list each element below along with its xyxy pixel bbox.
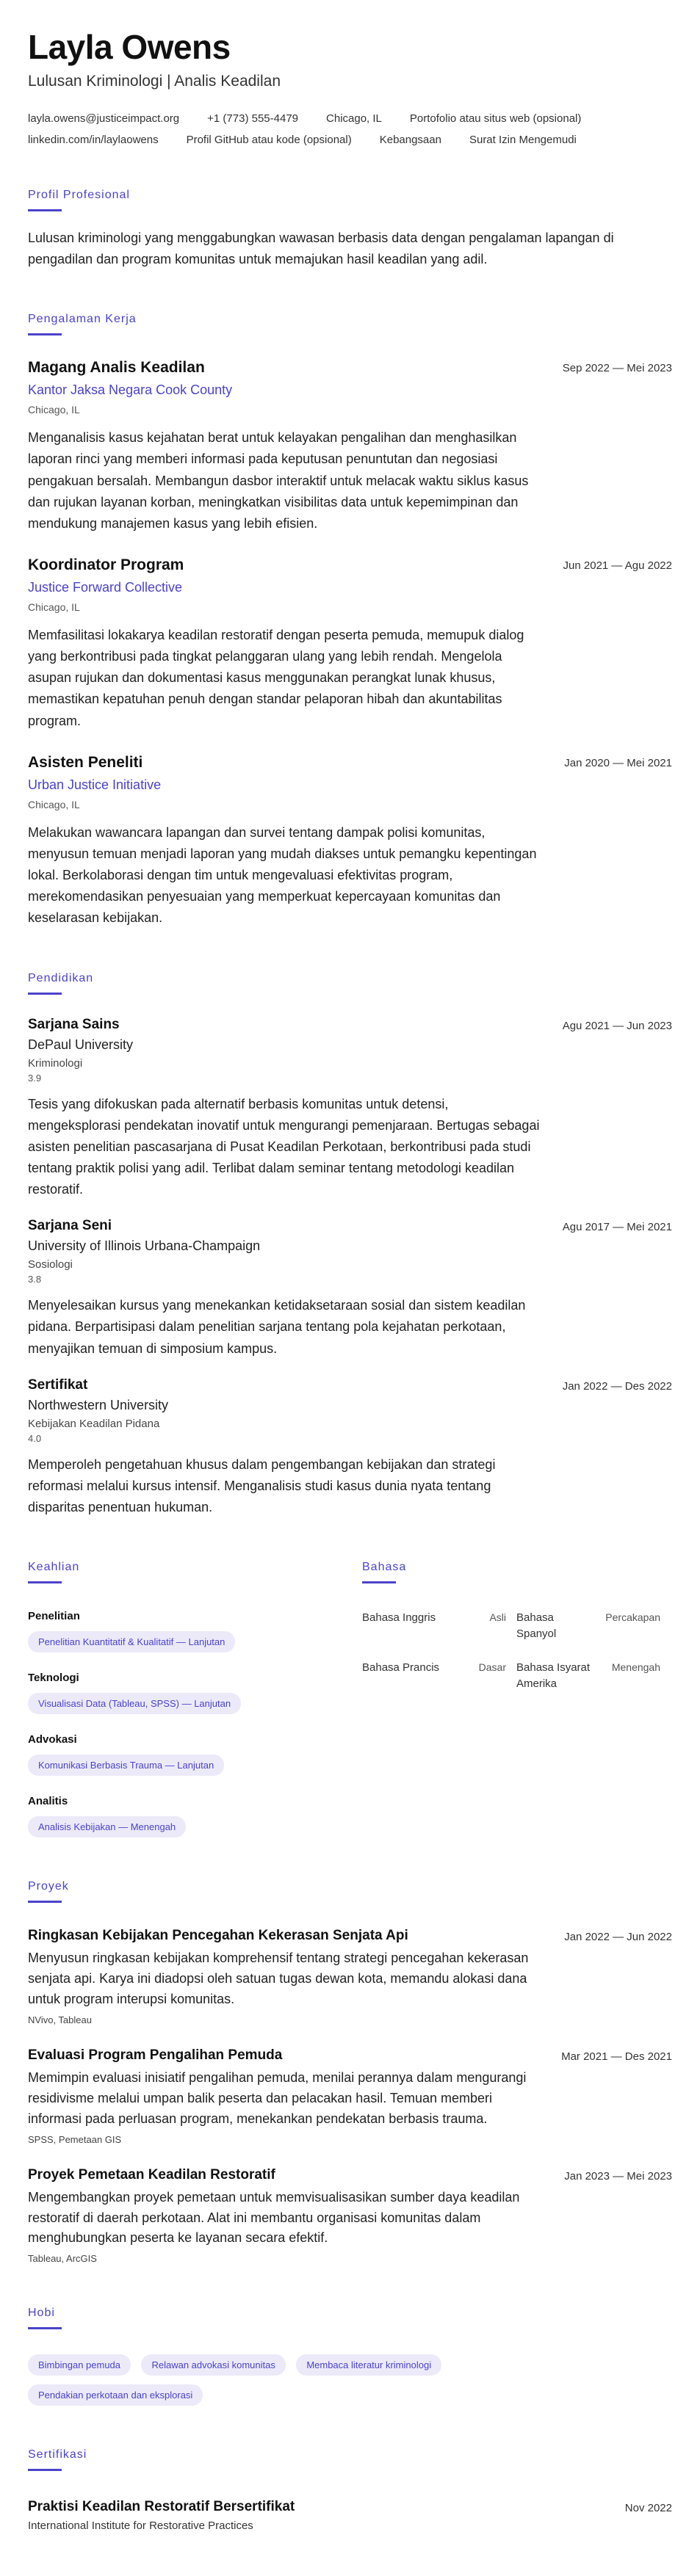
language-item bbox=[516, 1660, 671, 1692]
certification-org: International Institute for Restorative Practices bbox=[28, 2519, 253, 2533]
section-divider bbox=[28, 209, 62, 211]
hobby-list bbox=[28, 2345, 557, 2406]
contact-portfolio[interactable]: Portofolio atau situs web (opsional) bbox=[409, 112, 582, 125]
language-name: Bahasa Spanyol bbox=[516, 1611, 557, 1641]
language-level: Dasar bbox=[478, 1661, 506, 1673]
experience-dates: Jun 2021 — Agu 2022 bbox=[563, 559, 672, 572]
hobby-pill: Relawan advokasi komunitas bbox=[141, 2354, 285, 2376]
section-title-hobbies: Hobi bbox=[28, 2307, 55, 2320]
experience-role: Asisten Peneliti bbox=[28, 753, 143, 771]
section-title-experience: Pengalaman Kerja bbox=[28, 313, 137, 326]
skill-pill: Visualisasi Data (Tableau, SPSS) — Lanjutan bbox=[28, 1693, 241, 1714]
project-tech: NVivo, Tableau bbox=[28, 2014, 92, 2025]
experience-role: Magang Analis Keadilan bbox=[28, 359, 205, 377]
projects-section bbox=[28, 1880, 672, 2264]
education-description: Memperoleh pengetahuan khusus dalam pengembangan kebijakan dan strategi reformasi melalui kursus intensif. Menganalisis studi kasus dunia nyata tentang disparitas penentuan hukuman. bbox=[28, 1456, 496, 1515]
skill-pill: Penelitian Kuantitatif & Kualitatif — Lanjutan bbox=[28, 1631, 235, 1652]
experience-org: Justice Forward Collective bbox=[28, 579, 183, 595]
contact-row-2 bbox=[28, 134, 672, 146]
experience-description: Memfasilitasi lokakarya keadilan restoratif dengan peserta pemuda, memupuk dialog yang berkontribusi pada tingkat pelanggaran ulang yang lebih rendah. Mengelola asupan rujukan dan dokumentasi kasus menggunakan perangkat lunak khusus, memastikan kepatuhan penuh dengan standar pelaporan hibah dan akuntabilitas program. bbox=[28, 627, 524, 728]
contact-location: Chicago, IL bbox=[326, 112, 382, 125]
language-level: Menengah bbox=[611, 1661, 660, 1673]
experience-description: Menganalisis kasus kejahatan berat untuk kelayakan pengalihan dan menghasilkan laporan rinci yang memberi informasi pada keputusan penuntutan dan negosiasi pengakuan bersalah. Membangun dasbor interaktif untuk melacak waktu siklus kasus dan rujukan layanan korban, meningkatkan visibilitas data untuk kepemimpinan dan mendukung manajemen kasus yang lebih efisien. bbox=[28, 430, 529, 531]
contact-linkedin[interactable]: linkedin.com/in/laylaowens bbox=[28, 133, 159, 146]
project-dates: Mar 2021 — Des 2021 bbox=[561, 2050, 672, 2063]
project-tech: Tableau, ArcGIS bbox=[28, 2253, 97, 2265]
experience-dates: Sep 2022 — Mei 2023 bbox=[562, 362, 672, 375]
education-gpa: 3.8 bbox=[28, 1274, 42, 1285]
profile-section bbox=[28, 189, 672, 270]
section-title-profile: Profil Profesional bbox=[28, 188, 130, 201]
experience-location: Chicago, IL bbox=[28, 798, 80, 810]
language-level: Percakapan bbox=[605, 1611, 660, 1624]
project-description: Memimpin evaluasi inisiatif pengalihan pemuda, menilai perannya dalam mengurangi residivisme melalui umpan balik peserta dan pelacakan hasil. Temuan memberi informasi pada perluasan program, menekankan pendekatan berbasis trauma. bbox=[28, 2069, 527, 2126]
language-item bbox=[362, 1610, 516, 1642]
skill-category: Teknologi bbox=[28, 1672, 79, 1685]
person-name: Layla Owens bbox=[28, 28, 231, 66]
contact-phone[interactable]: +1 (773) 555-4479 bbox=[207, 112, 299, 125]
language-name: Bahasa Isyarat Amerika bbox=[516, 1661, 591, 1690]
profile-summary: Lulusan kriminologi yang menggabungkan wawasan berbasis data dengan pengalaman lapangan di pengadilan dan program komunitas untuk memajukan hasil keadilan yang adil. bbox=[28, 230, 614, 267]
education-field: Kriminologi bbox=[28, 1056, 83, 1070]
section-divider bbox=[28, 333, 62, 335]
certification-name: Praktisi Keadilan Restoratif Bersertifikat bbox=[28, 2499, 295, 2515]
certifications-section bbox=[28, 2448, 672, 2532]
section-divider bbox=[28, 2327, 62, 2329]
experience-description: Melakukan wawancara lapangan dan survei tentang dampak polisi komunitas, menyusun temuan menjadi laporan yang mudah diakses untuk pemangku kepentingan lokal. Berkolaborasi dengan tim untuk mengevaluasi efektivitas program, merekomendasikan penyesuaian yang memperkuat kepercayaan komunitas dan keselarasan kebijakan. bbox=[28, 824, 537, 926]
education-dates: Agu 2021 — Jun 2023 bbox=[562, 1019, 672, 1032]
section-divider bbox=[28, 1581, 62, 1583]
project-tech: SPSS, Pemetaan GIS bbox=[28, 2133, 122, 2145]
project-entry bbox=[28, 2167, 672, 2265]
education-entry bbox=[28, 1377, 672, 1518]
experience-entry bbox=[28, 754, 672, 929]
experience-role: Koordinator Program bbox=[28, 556, 184, 573]
project-name: Proyek Pemetaan Keadilan Restoratif bbox=[28, 2166, 275, 2183]
section-divider bbox=[362, 1581, 396, 1583]
experience-location: Chicago, IL bbox=[28, 601, 80, 613]
education-school: University of Illinois Urbana-Champaign bbox=[28, 1238, 261, 1254]
certification-date: Nov 2022 bbox=[624, 2502, 672, 2515]
skills-languages-row bbox=[28, 1518, 672, 1837]
section-divider bbox=[28, 1901, 62, 1903]
education-description: Menyelesaikan kursus yang menekankan ketidaksetaraan sosial dan sistem keadilan pidana. Berpartisipasi dalam penelitian sarjana tentang pola kejahatan perkotaan, menyajikan temuan di simposium kampus. bbox=[28, 1298, 526, 1356]
section-divider bbox=[28, 993, 62, 995]
project-description: Menyusun ringkasan kebijakan komprehensif tentang strategi pencegahan kekerasan senjata api. Karya ini diadopsi oleh satuan tugas dewan kota, memandu alokasi dana untuk program interupsi komunitas. bbox=[28, 1951, 529, 2007]
contact-row-1 bbox=[28, 112, 672, 125]
experience-entry bbox=[28, 556, 672, 732]
section-title-skills: Keahlian bbox=[28, 1561, 80, 1574]
experience-section bbox=[28, 313, 672, 929]
project-dates: Jan 2022 — Jun 2022 bbox=[564, 1931, 672, 1944]
education-school: DePaul University bbox=[28, 1037, 134, 1052]
skill-pill: Komunikasi Berbasis Trauma — Lanjutan bbox=[28, 1755, 224, 1776]
project-entry bbox=[28, 2047, 672, 2145]
language-level: Asli bbox=[489, 1611, 506, 1624]
project-entry bbox=[28, 1928, 672, 2025]
education-field: Sosiologi bbox=[28, 1258, 73, 1271]
section-title-projects: Proyek bbox=[28, 1880, 69, 1893]
contact-github[interactable]: Profil GitHub atau kode (opsional) bbox=[186, 133, 352, 146]
language-name: Bahasa Prancis bbox=[362, 1661, 440, 1674]
education-dates: Jan 2022 — Des 2022 bbox=[562, 1379, 672, 1393]
language-item bbox=[516, 1610, 671, 1642]
education-gpa: 4.0 bbox=[28, 1432, 42, 1444]
skill-category: Penelitian bbox=[28, 1610, 80, 1623]
skill-pill: Analisis Kebijakan — Menengah bbox=[28, 1816, 186, 1837]
education-description: Tesis yang difokuskan pada alternatif berbasis komunitas untuk detensi, mengeksplorasi pendekatan inovatif untuk mengurangi pemenjaraan. Bertugas sebagai asisten penelitian pascasarjana di Pusat Keadilan Perkotaan, berkontribusi pada studi tentang praktik polisi yang adil. Terlibat dalam seminar tentang metodologi keadilan restoratif. bbox=[28, 1096, 540, 1197]
experience-org: Kantor Jaksa Negara Cook County bbox=[28, 382, 233, 398]
certification-entry bbox=[28, 2499, 672, 2532]
section-title-education: Pendidikan bbox=[28, 971, 94, 984]
headline: Lulusan Kriminologi | Analis Keadilan bbox=[28, 72, 281, 90]
education-dates: Agu 2017 — Mei 2021 bbox=[562, 1221, 672, 1234]
education-school: Northwestern University bbox=[28, 1397, 169, 1412]
contact-driving-license: Surat Izin Mengemudi bbox=[469, 133, 577, 146]
hobby-pill: Pendakian perkotaan dan eksplorasi bbox=[28, 2384, 203, 2406]
skill-category: Analitis bbox=[28, 1795, 68, 1808]
project-name: Evaluasi Program Pengalihan Pemuda bbox=[28, 2047, 283, 2063]
language-name: Bahasa Inggris bbox=[362, 1611, 436, 1625]
hobbies-section bbox=[28, 2307, 672, 2406]
languages-section bbox=[362, 1518, 671, 1837]
contact-email[interactable]: layla.owens@justiceimpact.org bbox=[28, 112, 180, 125]
contact-nationality: Kebangsaan bbox=[379, 133, 441, 146]
education-degree: Sertifikat bbox=[28, 1376, 88, 1393]
section-title-certifications: Sertifikasi bbox=[28, 2448, 87, 2461]
education-field: Kebijakan Keadilan Pidana bbox=[28, 1417, 160, 1430]
project-dates: Jan 2023 — Mei 2023 bbox=[564, 2169, 672, 2183]
language-item bbox=[362, 1660, 516, 1692]
skills-section bbox=[28, 1518, 362, 1837]
education-entry bbox=[28, 1218, 672, 1359]
education-degree: Sarjana Sains bbox=[28, 1016, 120, 1032]
resume-header bbox=[28, 28, 672, 146]
section-divider bbox=[28, 2469, 62, 2471]
hobby-pill: Bimbingan pemuda bbox=[28, 2354, 131, 2376]
education-section bbox=[28, 972, 672, 1519]
language-grid bbox=[362, 1610, 671, 1709]
education-entry bbox=[28, 1017, 672, 1201]
education-degree: Sarjana Seni bbox=[28, 1218, 112, 1234]
experience-location: Chicago, IL bbox=[28, 404, 80, 416]
project-name: Ringkasan Kebijakan Pencegahan Kekerasan Senjata Api bbox=[28, 1928, 408, 1944]
education-gpa: 3.9 bbox=[28, 1072, 42, 1084]
hobby-pill: Membaca literatur kriminologi bbox=[296, 2354, 441, 2376]
experience-dates: Jan 2020 — Mei 2021 bbox=[564, 756, 672, 769]
experience-entry bbox=[28, 359, 672, 534]
project-description: Mengembangkan proyek pemetaan untuk memvisualisasikan sumber daya keadilan restoratif di daerah perkotaan. Alat ini membantu organisasi komunitas dalam menghubungkan peserta ke layanan secara efektif. bbox=[28, 2189, 520, 2246]
section-title-languages: Bahasa bbox=[362, 1561, 407, 1574]
skill-category: Advokasi bbox=[28, 1733, 77, 1746]
experience-org: Urban Justice Initiative bbox=[28, 777, 162, 792]
